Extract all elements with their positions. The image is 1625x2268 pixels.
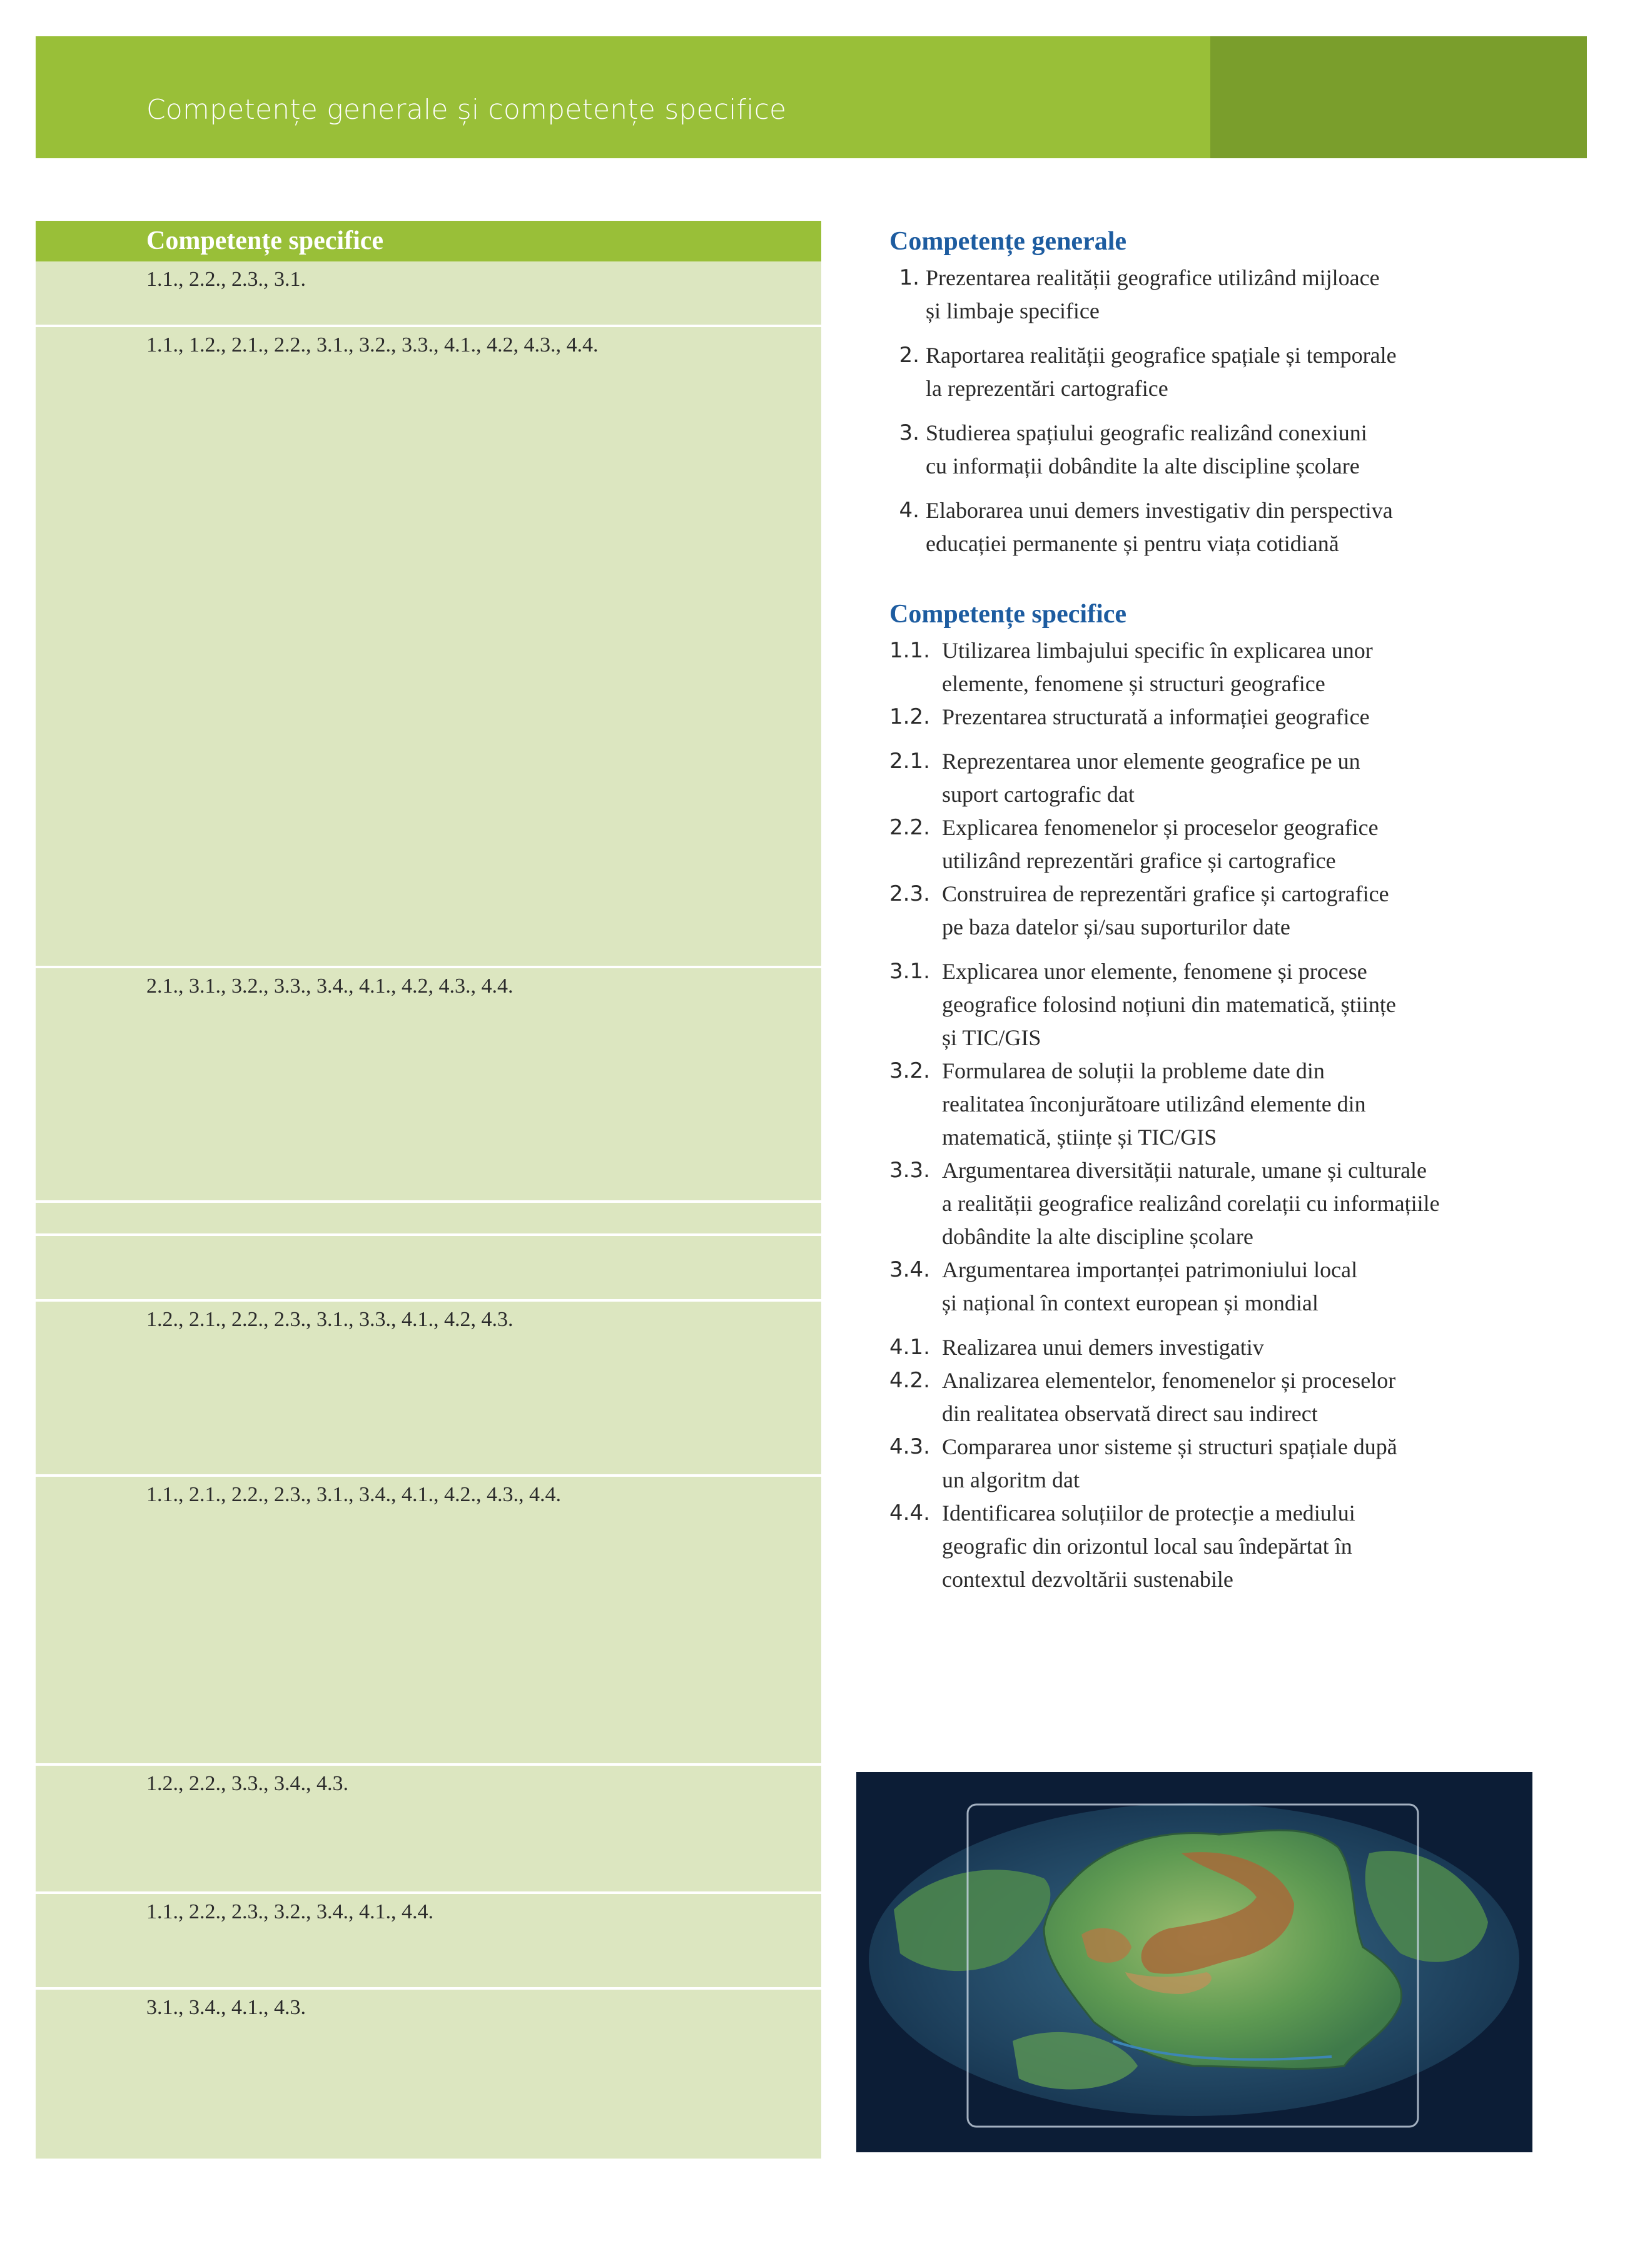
table-row: 2.1., 3.1., 3.2., 3.3., 3.4., 4.1., 4.2, 4.3., 4.4. bbox=[36, 968, 821, 1203]
item-text: Explicarea fenomenelor și proceselor geografice utilizând reprezentări grafice și cartografice bbox=[942, 815, 1379, 873]
specific-competences-title: Competențe specifice bbox=[889, 600, 1127, 629]
item-number: 2. bbox=[899, 343, 919, 368]
table-row: 1.2., 2.2., 3.3., 3.4., 4.3. bbox=[36, 1766, 821, 1894]
item-number: 3.2. bbox=[889, 1058, 930, 1083]
item-number: 2.3. bbox=[889, 881, 930, 906]
item-number: 2.2. bbox=[889, 815, 930, 840]
romania-relief-map-image bbox=[856, 1772, 1532, 2152]
item-text: Reprezentarea unor elemente geografice pe un suport cartografic dat bbox=[942, 749, 1360, 807]
list-item bbox=[889, 811, 1584, 878]
list-item bbox=[889, 1253, 1584, 1320]
item-text: Analizarea elementelor, fenomenelor și proceselor din realitatea observată direct sau indirect bbox=[942, 1368, 1396, 1426]
item-number: 4.1. bbox=[889, 1335, 930, 1360]
item-number: 4.4. bbox=[889, 1501, 930, 1526]
item-text: Identificarea soluțiilor de protecție a mediului geografic din orizontul local sau îndepărtat în contextul dezvoltării sustenabile bbox=[942, 1501, 1355, 1592]
item-text: Realizarea unui demers investigativ bbox=[942, 1335, 1264, 1360]
list-item bbox=[889, 878, 1584, 944]
general-competences-list bbox=[889, 261, 1584, 560]
item-text: Utilizarea limbajului specific în explicarea unor elemente, fenomene și structuri geografice bbox=[942, 638, 1373, 696]
item-number: 3.1. bbox=[889, 959, 930, 984]
list-item bbox=[889, 1430, 1584, 1497]
item-number: 4.2. bbox=[889, 1368, 930, 1393]
general-competences-title: Competențe generale bbox=[889, 227, 1127, 256]
item-number: 4.3. bbox=[889, 1434, 930, 1459]
item-text: Argumentarea diversității naturale, umane și culturale a realității geografice realizând corelații cu informațiile dobândite la alte discipline școlare bbox=[942, 1158, 1440, 1249]
item-number: 1. bbox=[899, 265, 919, 290]
table-row: 3.1., 3.4., 4.1., 4.3. bbox=[36, 1990, 821, 2159]
list-item bbox=[889, 1331, 1584, 1364]
item-number: 1.1. bbox=[889, 638, 930, 663]
list-item bbox=[889, 417, 1584, 483]
list-item bbox=[889, 1497, 1584, 1596]
item-text: Prezentarea structurată a informației geografice bbox=[942, 704, 1370, 729]
table-row: 1.1., 1.2., 2.1., 2.2., 3.1., 3.2., 3.3., 4.1., 4.2, 4.3., 4.4. bbox=[36, 327, 821, 968]
item-text: Studierea spațiului geografic realizând conexiuni cu informații dobândite la alte discipline școlare bbox=[926, 420, 1367, 478]
item-text: Elaborarea unui demers investigativ din perspectiva educației permanente și pentru viața cotidiană bbox=[926, 498, 1393, 556]
list-item bbox=[889, 1154, 1584, 1253]
list-item bbox=[889, 261, 1584, 328]
table-row bbox=[36, 1203, 821, 1236]
item-number: 4. bbox=[899, 498, 919, 523]
table-header: Competențe specifice bbox=[36, 221, 821, 261]
list-item bbox=[889, 339, 1584, 405]
map-illustration bbox=[856, 1772, 1532, 2152]
page-title: Competențe generale și competențe specifice bbox=[146, 94, 787, 126]
item-text: Argumentarea importanței patrimoniului local și național în context european și mondial bbox=[942, 1257, 1358, 1315]
table-row: 1.1., 2.2., 2.3., 3.1. bbox=[36, 261, 821, 327]
item-number: 2.1. bbox=[889, 749, 930, 774]
item-text: Construirea de reprezentări grafice și cartografice pe baza datelor și/sau suporturilor date bbox=[942, 881, 1389, 939]
list-item bbox=[889, 955, 1584, 1055]
list-item bbox=[889, 494, 1584, 560]
list-item bbox=[889, 634, 1584, 701]
table-row: 1.1., 2.2., 2.3., 3.2., 3.4., 4.1., 4.4. bbox=[36, 1894, 821, 1990]
item-number: 1.2. bbox=[889, 704, 930, 729]
item-text: Raportarea realității geografice spațiale și temporale la reprezentări cartografice bbox=[926, 343, 1397, 401]
item-number: 3.4. bbox=[889, 1257, 930, 1282]
item-number: 3.3. bbox=[889, 1158, 930, 1183]
list-item bbox=[889, 701, 1584, 734]
item-text: Prezentarea realității geografice utilizând mijloace și limbaje specifice bbox=[926, 265, 1380, 323]
item-number: 3. bbox=[899, 420, 919, 445]
item-text: Compararea unor sisteme și structuri spațiale după un algoritm dat bbox=[942, 1434, 1397, 1492]
table-row: 1.1., 2.1., 2.2., 2.3., 3.1., 3.4., 4.1., 4.2., 4.3., 4.4. bbox=[36, 1477, 821, 1766]
table-row bbox=[36, 1236, 821, 1302]
item-text: Explicarea unor elemente, fenomene și procese geografice folosind noțiuni din matematică, științe și TIC/GIS bbox=[942, 959, 1396, 1050]
list-item bbox=[889, 1055, 1584, 1154]
competence-table bbox=[36, 221, 821, 2159]
list-item bbox=[889, 1364, 1584, 1430]
specific-competences-list bbox=[889, 634, 1584, 1596]
list-item bbox=[889, 745, 1584, 811]
table-row: 1.2., 2.1., 2.2., 2.3., 3.1., 3.3., 4.1., 4.2, 4.3. bbox=[36, 1302, 821, 1477]
competences-text bbox=[889, 225, 1584, 1596]
header-accent-block bbox=[1210, 36, 1587, 158]
item-text: Formularea de soluții la probleme date din realitatea înconjurătoare utilizând elemente din matematică, științe și TIC/GIS bbox=[942, 1058, 1366, 1150]
